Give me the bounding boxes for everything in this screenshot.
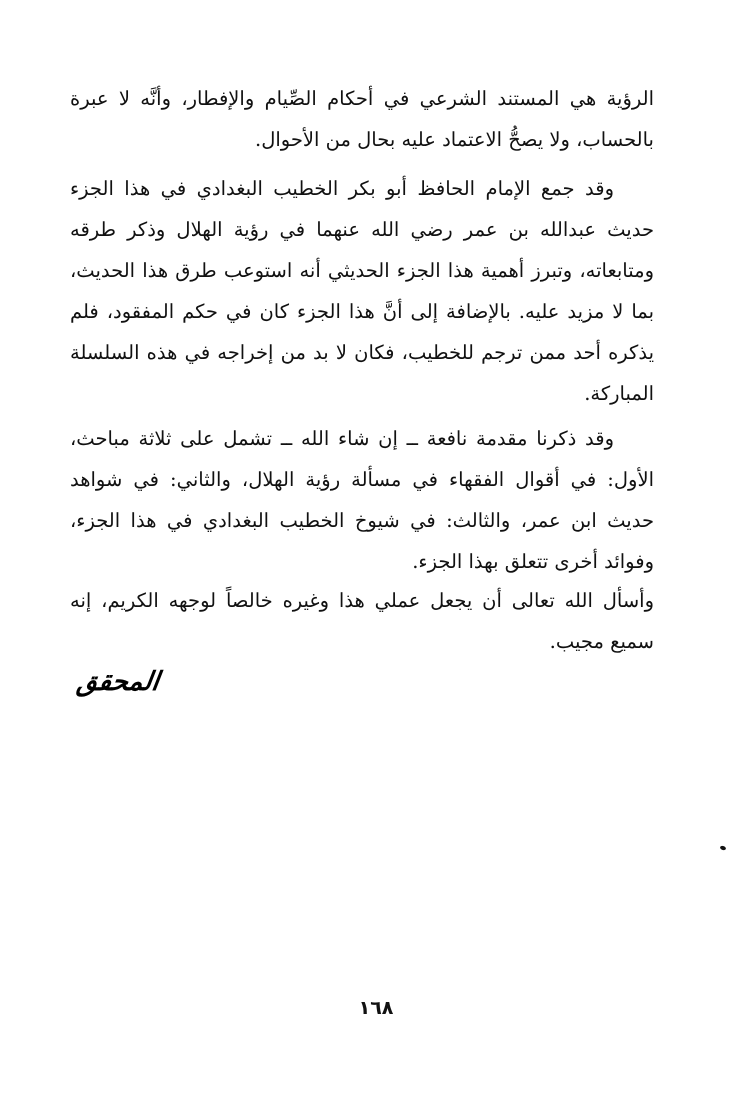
paragraph-book-description: وقد جمع الإمام الحافظ أبو بكر الخطيب البغدادي في هذا الجزء حديث عبدالله بن عمر رضي الله عنهما في رؤية الهلال وذكر طرقه ومتابعاته، وتبرز أهمية هذا الجزء الحديثي أنه استوعب طرق هذا الحديث، بما لا مزيد عليه. بالإضافة إلى أنَّ هذا الجزء كان في حكم المفقود، فلم يذكره أحد ممن ترجم للخطيب، فكان لا بد من إخراجه في هذه السلسلة المباركة. (70, 177, 654, 405)
paragraph-closing-prayer: وأسأل الله تعالى أن يجعل عملي هذا وغيره خالصاً لوجهه الكريم، إنه سميع مجيب. (70, 589, 654, 653)
paragraph-introduction-topics: وقد ذكرنا مقدمة نافعة ــ إن شاء الله ــ تشمل على ثلاثة مباحث، الأول: في أقوال الفقهاء في مسألة رؤية الهلال، والثاني: في شواهد حديث ابن عمر، والثالث: في شيوخ الخطيب البغدادي في هذا الجزء، وفوائد أخرى تتعلق بهذا الجزء. (70, 427, 654, 573)
paragraph-ruyah-conclusion: الرؤية هي المستند الشرعي في أحكام الصِّيام والإفطار، وأنَّه لا عبرة بالحساب، ولا يصحُّ الاعتماد عليه بحال من الأحوال. (70, 87, 654, 151)
ink-speck (719, 845, 726, 851)
editor-signature: المحقق (74, 667, 161, 697)
page-number: ١٦٨ (358, 997, 394, 1019)
